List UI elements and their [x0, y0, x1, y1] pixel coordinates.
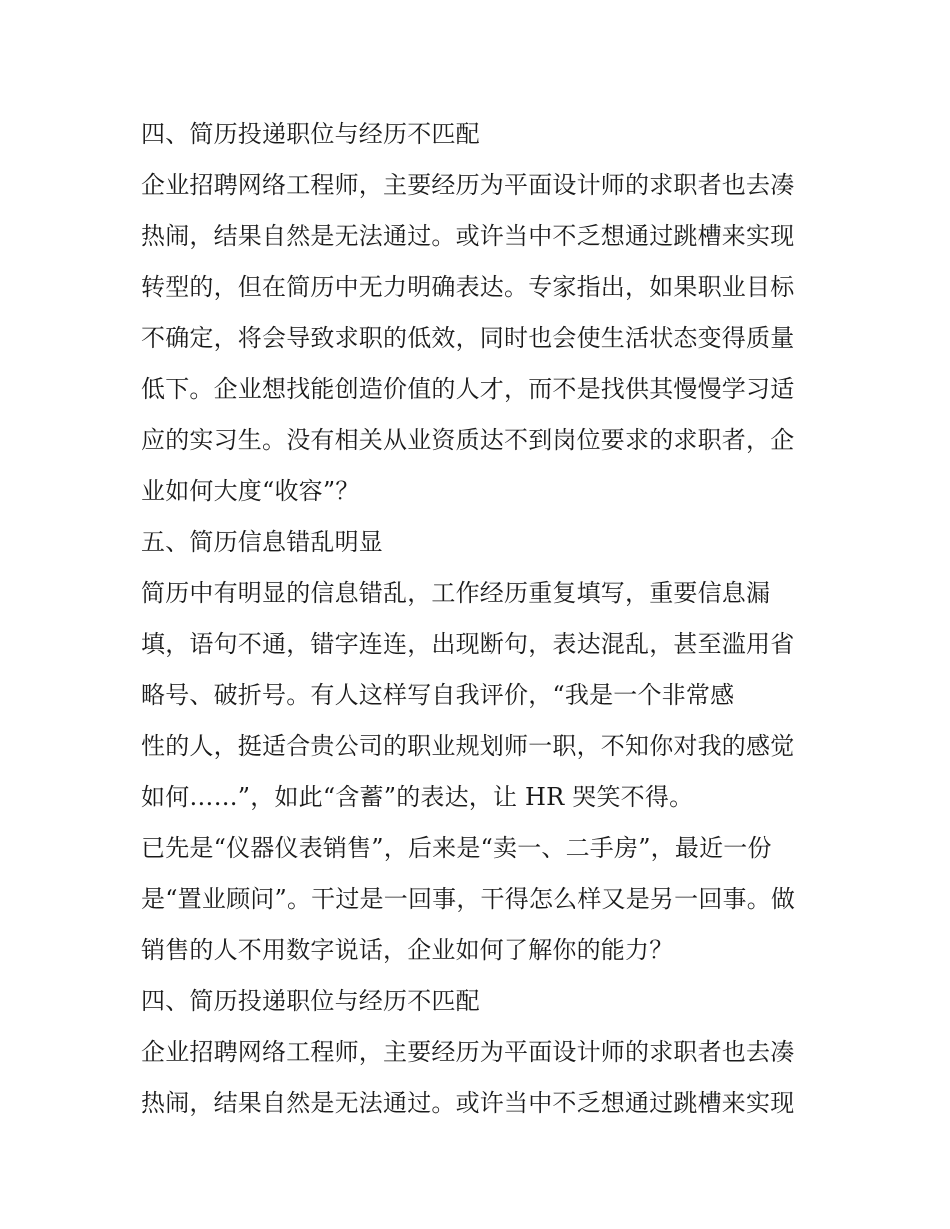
- document-body: [141, 109, 821, 1129]
- body-text-line: 简历中有明显的信息错乱，工作经历重复填写，重要信息漏: [141, 579, 771, 607]
- body-text-line: 已先是“仪器仪表销售”，后来是“卖一、二手房”，最近一份: [141, 834, 772, 862]
- body-text-line: 企业招聘网络工程师，主要经历为平面设计师的求职者也去凑: [141, 1038, 795, 1066]
- body-text-line: 热闹，结果自然是无法通过。或许当中不乏想通过跳槽来实现: [141, 1089, 795, 1117]
- body-text-line: 销售的人不用数字说话，企业如何了解你的能力？: [141, 936, 674, 964]
- section-heading: 四、简历投递职位与经历不匹配: [141, 120, 480, 148]
- body-text-line: 如何……”，如此“含蓄”的表达，让 HR 哭笑不得。: [141, 783, 694, 811]
- body-text-line: 应的实习生。没有相关从业资质达不到岗位要求的求职者，企: [141, 426, 795, 454]
- body-text-line: 性的人，挺适合贵公司的职业规划师一职，不知你对我的感觉: [141, 732, 795, 760]
- body-text-line: 热闹，结果自然是无法通过。或许当中不乏想通过跳槽来实现: [141, 222, 795, 250]
- body-text-line: 不确定，将会导致求职的低效，同时也会使生活状态变得质量: [141, 324, 795, 352]
- body-text-line: 是“置业顾问”。干过是一回事，干得怎么样又是另一回事。做: [141, 885, 796, 913]
- body-text-line: 填，语句不通，错字连连，出现断句，表达混乱，甚至滥用省: [141, 630, 795, 658]
- body-text-line: 业如何大度“收容”？: [141, 477, 360, 505]
- body-text-line: 企业招聘网络工程师，主要经历为平面设计师的求职者也去凑: [141, 171, 795, 199]
- body-text-line: 转型的，但在简历中无力明确表达。专家指出，如果职业目标: [141, 273, 795, 301]
- body-text-line: 低下。企业想找能创造价值的人才，而不是找供其慢慢学习适: [141, 375, 795, 403]
- section-heading: 四、简历投递职位与经历不匹配: [141, 987, 480, 1015]
- section-heading: 五、简历信息错乱明显: [141, 528, 383, 556]
- body-text-line: 略号、破折号。有人这样写自我评价，“我是一个非常感: [141, 681, 735, 709]
